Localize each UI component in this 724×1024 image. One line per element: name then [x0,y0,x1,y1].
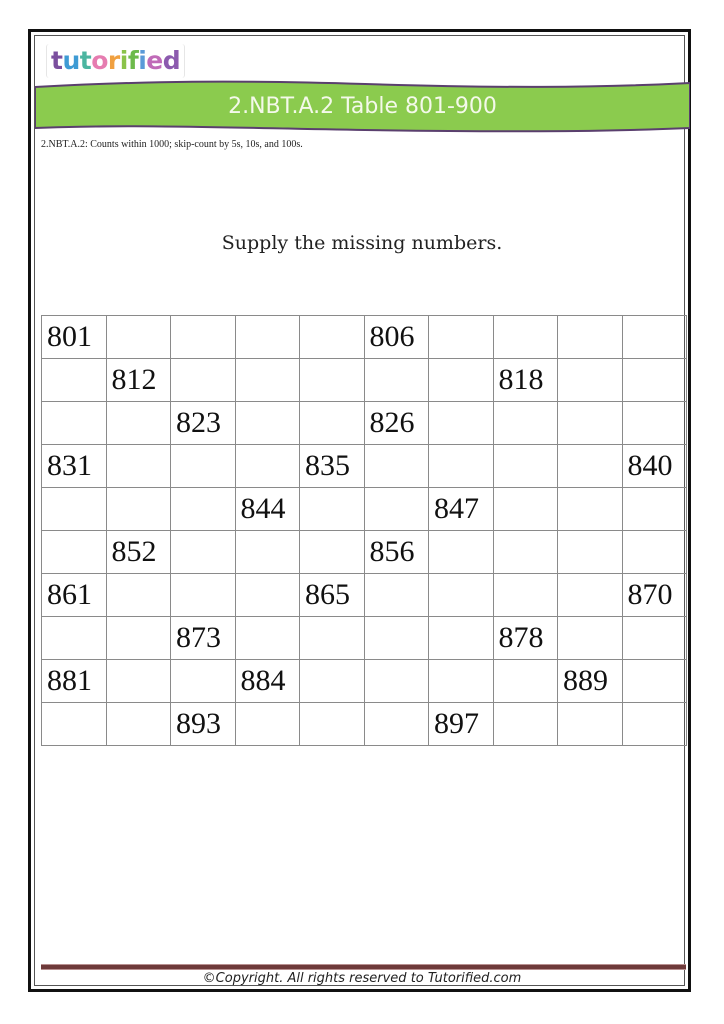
given-number-cell: 865 [300,574,365,617]
blank-number-cell[interactable] [429,445,494,488]
blank-number-cell[interactable] [235,445,300,488]
given-number-cell: 889 [558,660,623,703]
grid-row [42,316,687,359]
blank-number-cell[interactable] [235,703,300,746]
blank-number-cell[interactable] [106,703,171,746]
given-number-cell: 844 [235,488,300,531]
grid-row [42,402,687,445]
given-number-cell: 818 [493,359,558,402]
blank-number-cell[interactable] [429,617,494,660]
blank-number-cell[interactable] [622,660,687,703]
blank-number-cell[interactable] [42,531,107,574]
blank-number-cell[interactable] [171,488,236,531]
blank-number-cell[interactable] [493,488,558,531]
given-number-cell: 826 [364,402,429,445]
logo-letter: d [162,46,181,75]
blank-number-cell[interactable] [42,703,107,746]
given-number-cell: 831 [42,445,107,488]
grid-row [42,660,687,703]
given-number-cell: 806 [364,316,429,359]
blank-number-cell[interactable] [300,617,365,660]
blank-number-cell[interactable] [171,359,236,402]
blank-number-cell[interactable] [171,531,236,574]
logo-letter: e [146,46,163,75]
given-number-cell: 812 [106,359,171,402]
blank-number-cell[interactable] [364,359,429,402]
blank-number-cell[interactable] [558,703,623,746]
worksheet-title: 2.NBT.A.2 Table 801-900 [228,94,497,119]
given-number-cell: 852 [106,531,171,574]
given-number-cell: 878 [493,617,558,660]
blank-number-cell[interactable] [493,531,558,574]
blank-number-cell[interactable] [429,402,494,445]
blank-number-cell[interactable] [622,531,687,574]
given-number-cell: 856 [364,531,429,574]
blank-number-cell[interactable] [106,402,171,445]
blank-number-cell[interactable] [106,574,171,617]
blank-number-cell[interactable] [429,574,494,617]
blank-number-cell[interactable] [558,574,623,617]
blank-number-cell[interactable] [171,574,236,617]
grid-row [42,445,687,488]
blank-number-cell[interactable] [42,402,107,445]
given-number-cell: 893 [171,703,236,746]
blank-number-cell[interactable] [622,316,687,359]
blank-number-cell[interactable] [171,660,236,703]
blank-number-cell[interactable] [300,488,365,531]
logo-letter: t [79,46,92,75]
blank-number-cell[interactable] [106,445,171,488]
grid-row [42,703,687,746]
grid-row [42,574,687,617]
given-number-cell: 835 [300,445,365,488]
blank-number-cell[interactable] [493,703,558,746]
given-number-cell: 873 [171,617,236,660]
logo-letter: o [91,46,108,75]
given-number-cell: 847 [429,488,494,531]
blank-number-cell[interactable] [493,574,558,617]
blank-number-cell[interactable] [235,617,300,660]
blank-number-cell[interactable] [300,703,365,746]
blank-number-cell[interactable] [429,359,494,402]
blank-number-cell[interactable] [558,445,623,488]
blank-number-cell[interactable] [364,703,429,746]
grid-row [42,359,687,402]
logo-letter: t [51,46,63,75]
blank-number-cell[interactable] [171,316,236,359]
logo-letter: i [119,46,128,75]
logo-letter: f [127,46,139,75]
blank-number-cell[interactable] [106,617,171,660]
blank-number-cell[interactable] [558,316,623,359]
logo-letter: u [62,46,80,75]
blank-number-cell[interactable] [364,660,429,703]
title-banner [35,80,690,136]
given-number-cell: 801 [42,316,107,359]
blank-number-cell[interactable] [171,445,236,488]
given-number-cell: 823 [171,402,236,445]
blank-number-cell[interactable] [364,445,429,488]
blank-number-cell[interactable] [622,402,687,445]
blank-number-cell[interactable] [300,660,365,703]
blank-number-cell[interactable] [235,316,300,359]
logo-letter: i [138,46,147,75]
blank-number-cell[interactable] [235,574,300,617]
given-number-cell: 840 [622,445,687,488]
blank-number-cell[interactable] [429,531,494,574]
blank-number-cell[interactable] [106,488,171,531]
number-grid [41,315,687,746]
blank-number-cell[interactable] [622,359,687,402]
grid-row [42,488,687,531]
blank-number-cell[interactable] [493,660,558,703]
blank-number-cell[interactable] [493,316,558,359]
blank-number-cell[interactable] [622,617,687,660]
blank-number-cell[interactable] [42,488,107,531]
blank-number-cell[interactable] [558,402,623,445]
blank-number-cell[interactable] [235,531,300,574]
grid-row [42,617,687,660]
blank-number-cell[interactable] [558,488,623,531]
standard-description: 2.NBT.A.2: Counts within 1000; skip-count by 5s, 10s, and 100s. [41,139,303,150]
blank-number-cell[interactable] [300,402,365,445]
blank-number-cell[interactable] [558,359,623,402]
blank-number-cell[interactable] [558,617,623,660]
blank-number-cell[interactable] [364,617,429,660]
footer-divider [41,964,686,970]
logo-letter: r [107,46,120,75]
blank-number-cell[interactable] [106,660,171,703]
blank-number-cell[interactable] [300,359,365,402]
tutorified-logo [46,44,185,78]
given-number-cell: 884 [235,660,300,703]
blank-number-cell[interactable] [235,402,300,445]
copyright-notice: ©Copyright. All rights reserved to Tutorified.com [202,971,522,986]
given-number-cell: 870 [622,574,687,617]
blank-number-cell[interactable] [235,359,300,402]
blank-number-cell[interactable] [42,617,107,660]
blank-number-cell[interactable] [42,359,107,402]
blank-number-cell[interactable] [429,660,494,703]
blank-number-cell[interactable] [106,316,171,359]
blank-number-cell[interactable] [493,402,558,445]
blank-number-cell[interactable] [558,531,623,574]
blank-number-cell[interactable] [622,703,687,746]
grid-row [42,531,687,574]
blank-number-cell[interactable] [300,531,365,574]
given-number-cell: 881 [42,660,107,703]
blank-number-cell[interactable] [622,488,687,531]
blank-number-cell[interactable] [364,488,429,531]
instructions: Supply the missing numbers. [221,232,503,254]
blank-number-cell[interactable] [493,445,558,488]
blank-number-cell[interactable] [364,574,429,617]
given-number-cell: 897 [429,703,494,746]
given-number-cell: 861 [42,574,107,617]
blank-number-cell[interactable] [429,316,494,359]
blank-number-cell[interactable] [300,316,365,359]
